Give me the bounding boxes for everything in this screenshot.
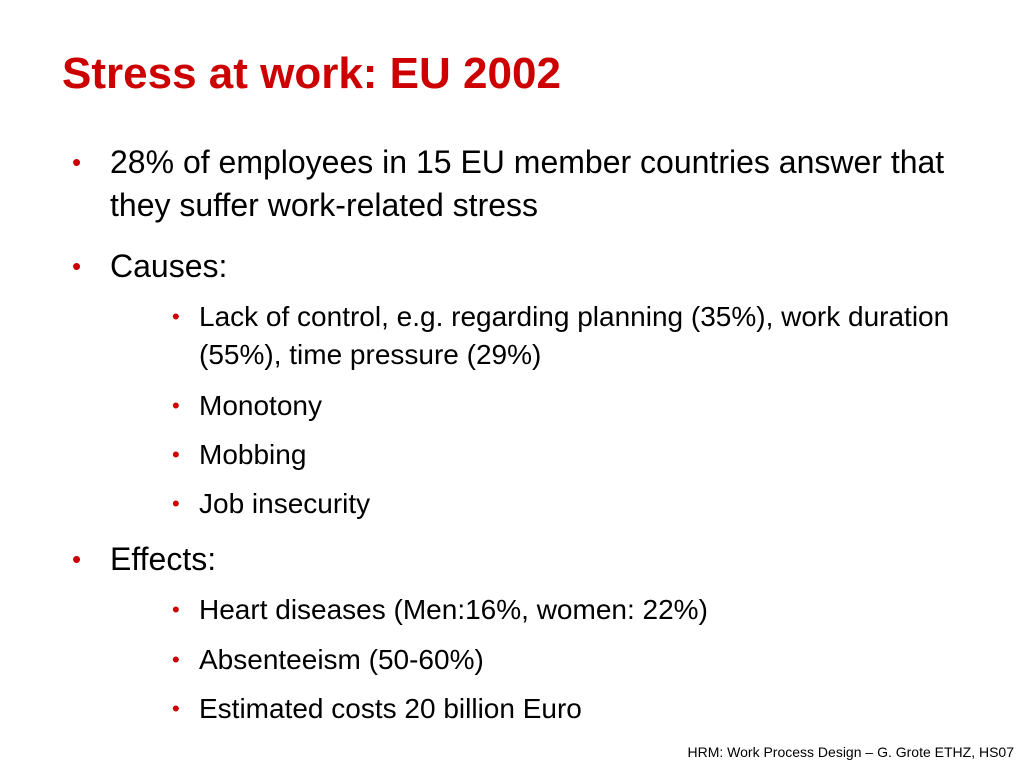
sub-bullet-monotony (172, 387, 999, 425)
bullet-icon: • (72, 251, 82, 281)
bullet-icon: • (172, 647, 180, 672)
sub-bullet-absenteeism (172, 641, 999, 679)
bullet-icon: • (172, 597, 180, 622)
sub-bullet-job-insecurity (172, 485, 999, 523)
bullet-item-effects (72, 538, 990, 581)
sub-bullet-text: Absenteeism (50-60%) (199, 644, 484, 675)
sub-bullet-text: Heart diseases (Men:16%, women: 22%) (199, 594, 708, 625)
sub-bullet-text: Job insecurity (199, 488, 371, 519)
bullet-icon: • (72, 147, 82, 177)
bullet-icon: • (172, 393, 180, 418)
sub-bullet-heart-diseases (172, 591, 999, 629)
bullet-icon: • (172, 442, 180, 467)
bullet-icon: • (172, 491, 180, 516)
bullet-text: 28% of employees in 15 EU member countries answer that they suffer work-related stress (110, 144, 945, 223)
bullet-text: Causes: (110, 248, 228, 284)
bullet-icon: • (72, 544, 82, 574)
sub-bullet-text: Monotony (199, 390, 322, 421)
bullet-item-causes (72, 245, 990, 288)
bullet-text: Effects: (110, 541, 217, 577)
sub-bullet-text: Estimated costs 20 billion Euro (199, 693, 582, 724)
sub-bullet-lack-of-control (172, 298, 999, 374)
sub-bullet-text: Mobbing (199, 439, 307, 470)
bullet-icon: • (172, 696, 180, 721)
bullet-icon: • (172, 304, 180, 329)
sub-bullet-estimated-costs (172, 690, 999, 728)
sub-bullet-mobbing (172, 436, 999, 474)
slide-footer: HRM: Work Process Design – G. Grote ETHZ, HS07 (687, 744, 1014, 760)
slide-title: Stress at work: EU 2002 (62, 49, 561, 98)
bullet-item-stress-share (72, 141, 990, 227)
sub-bullet-text: Lack of control, e.g. regarding planning (35%), work duration (55%), time pressure (29%) (199, 301, 950, 370)
